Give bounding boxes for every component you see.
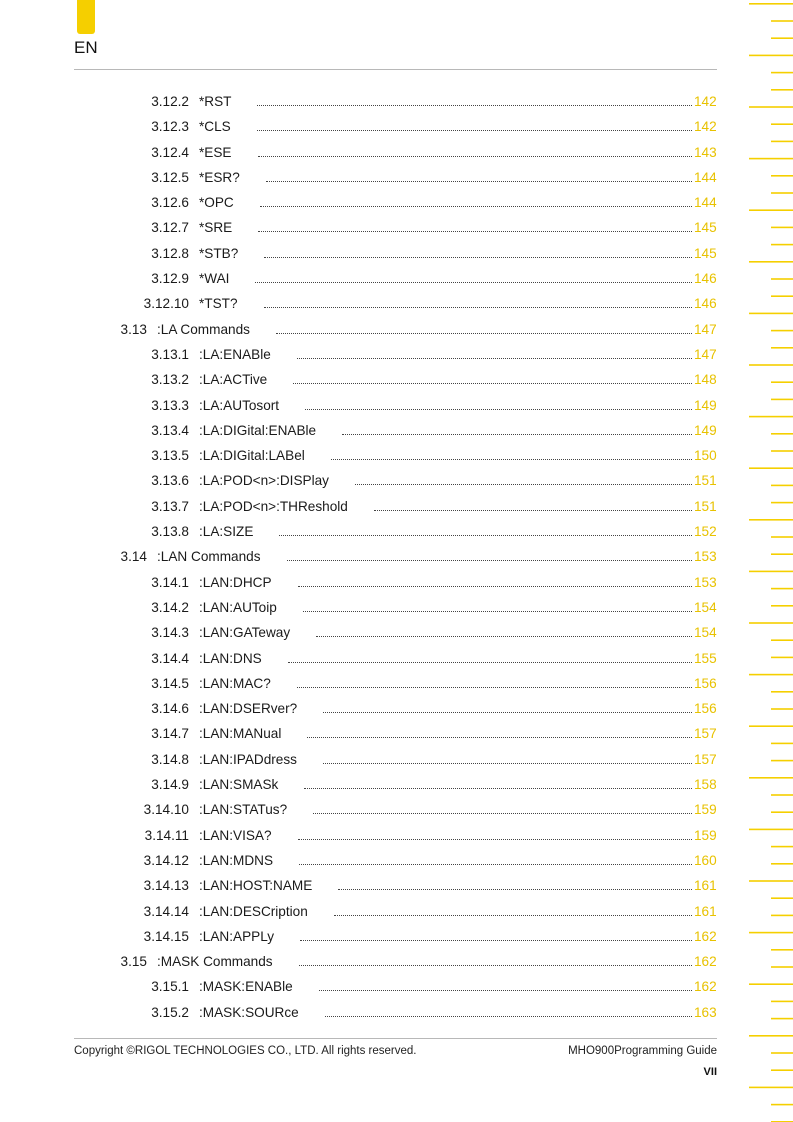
ruler-tick — [771, 553, 793, 555]
ruler-tick — [749, 106, 793, 108]
toc-entry-title: :LAN:AUToip — [199, 599, 277, 615]
toc-entry-title: *OPC — [199, 195, 234, 211]
toc-entry-title: :LA:POD<n>:DISPlay — [199, 473, 329, 489]
toc-entry[interactable] — [0, 949, 793, 974]
ruler-tick — [771, 141, 793, 143]
ruler-tick — [771, 639, 793, 641]
toc-entry-number: 3.12.5 — [151, 169, 189, 185]
toc-dot-leader — [264, 257, 692, 258]
toc-entry[interactable] — [0, 747, 793, 772]
toc-entry-title: *WAI — [199, 271, 230, 287]
toc-entry-title: :LAN:DHCP — [199, 574, 272, 590]
toc-entry-number: 3.13.2 — [151, 372, 189, 388]
toc-entry-title: :LAN:MANual — [199, 726, 282, 742]
toc-entry-page[interactable]: 146 — [694, 271, 717, 287]
toc-entry-title: *SRE — [199, 220, 233, 236]
toc-entry-number: 3.13.7 — [151, 498, 189, 514]
ruler-tick — [749, 1035, 793, 1037]
toc-entry-number: 3.13.4 — [151, 422, 189, 438]
toc-entry-page[interactable]: 153 — [694, 574, 717, 590]
ruler-tick — [771, 295, 793, 297]
ruler-tick — [771, 20, 793, 22]
toc-dot-leader — [305, 409, 692, 410]
table-of-contents — [0, 89, 793, 1025]
toc-entry-number: 3.14.12 — [143, 852, 189, 868]
toc-entry[interactable] — [0, 266, 793, 291]
ruler-tick — [771, 708, 793, 710]
ruler-tick — [771, 966, 793, 968]
ruler-tick — [771, 192, 793, 194]
toc-entry-title: :LA:DIGital:ENABle — [199, 422, 317, 438]
toc-dot-leader — [374, 510, 692, 511]
toc-entry-page[interactable]: 149 — [694, 422, 717, 438]
toc-dot-leader — [342, 434, 692, 435]
toc-entry[interactable] — [0, 570, 793, 595]
toc-entry[interactable] — [0, 114, 793, 139]
ruler-tick — [771, 760, 793, 762]
ruler-tick — [771, 72, 793, 74]
toc-entry-title: :LAN:GATeway — [199, 625, 291, 641]
toc-entry-title: :LA:ENABle — [199, 346, 271, 362]
ruler-tick — [771, 794, 793, 796]
toc-entry-number: 3.14.5 — [151, 675, 189, 691]
toc-entry-number: 3.14 — [120, 549, 147, 565]
ruler-tick — [749, 261, 793, 263]
toc-dot-leader — [313, 813, 692, 814]
toc-entry[interactable] — [0, 772, 793, 797]
toc-entry[interactable] — [0, 797, 793, 822]
ruler-tick — [749, 571, 793, 573]
chapter-tab-marker — [77, 0, 95, 34]
ruler-tick — [749, 622, 793, 624]
toc-entry-number: 3.13.3 — [151, 397, 189, 413]
toc-entry-number: 3.14.8 — [151, 751, 189, 767]
toc-dot-leader — [288, 662, 692, 663]
toc-entry-page[interactable]: 145 — [694, 245, 717, 261]
toc-dot-leader — [298, 586, 692, 587]
toc-entry-title: :LA:POD<n>:THReshold — [199, 498, 348, 514]
toc-entry-title: :LA:DIGital:LABel — [199, 448, 305, 464]
ruler-tick — [771, 897, 793, 899]
toc-entry-title: :LA Commands — [157, 321, 250, 337]
ruler-tick — [771, 433, 793, 435]
ruler-tick — [749, 932, 793, 934]
toc-entry-page[interactable]: 158 — [694, 777, 717, 793]
toc-entry-page[interactable]: 147 — [694, 346, 717, 362]
toc-entry-number: 3.12.10 — [143, 296, 189, 312]
toc-entry-page[interactable]: 151 — [694, 498, 717, 514]
ruler-tick — [771, 915, 793, 917]
toc-entry-number: 3.14.13 — [143, 878, 189, 894]
toc-entry-page[interactable]: 157 — [694, 726, 717, 742]
ruler-tick — [771, 381, 793, 383]
toc-entry-number: 3.15 — [120, 954, 147, 970]
toc-entry-title: :LAN:IPADdress — [199, 751, 297, 767]
toc-entry-page[interactable]: 151 — [694, 473, 717, 489]
toc-entry-page[interactable]: 150 — [694, 448, 717, 464]
toc-entry[interactable] — [0, 241, 793, 266]
ruler-tick — [771, 743, 793, 745]
ruler-tick — [771, 278, 793, 280]
toc-entry[interactable] — [0, 1000, 793, 1025]
toc-entry-number: 3.13.8 — [151, 524, 189, 540]
toc-dot-leader — [338, 889, 692, 890]
toc-dot-leader — [258, 156, 692, 157]
ruler-tick — [771, 1001, 793, 1003]
toc-entry-page[interactable]: 146 — [694, 296, 717, 312]
toc-entry-page[interactable]: 148 — [694, 372, 717, 388]
ruler-tick — [771, 605, 793, 607]
toc-entry-number: 3.14.1 — [151, 574, 189, 590]
toc-entry-title: *RST — [199, 94, 232, 109]
toc-entry[interactable] — [0, 823, 793, 848]
toc-entry[interactable] — [0, 873, 793, 898]
toc-entry-page[interactable]: 157 — [694, 751, 717, 767]
toc-entry-number: 3.13.6 — [151, 473, 189, 489]
ruler-tick — [771, 863, 793, 865]
toc-entry-number: 3.12.7 — [151, 220, 189, 236]
toc-entry-title: *ESE — [199, 144, 232, 160]
ruler-tick — [749, 519, 793, 521]
toc-entry-title: :LA:AUTosort — [199, 397, 280, 413]
toc-entry[interactable] — [0, 418, 793, 443]
ruler-tick — [771, 485, 793, 487]
ruler-tick — [771, 811, 793, 813]
toc-entry-page[interactable]: 163 — [694, 1004, 717, 1020]
ruler-tick — [749, 158, 793, 160]
toc-dot-leader — [257, 130, 692, 131]
ruler-tick — [749, 3, 793, 5]
language-label: EN — [74, 38, 98, 57]
ruler-tick — [749, 416, 793, 418]
toc-dot-leader — [255, 282, 692, 283]
header-divider — [74, 69, 717, 70]
toc-dot-leader — [304, 788, 692, 789]
ruler-tick — [771, 502, 793, 504]
toc-entry[interactable] — [0, 317, 793, 342]
toc-entry-number: 3.13 — [120, 321, 147, 337]
toc-entry[interactable] — [0, 494, 793, 519]
toc-entry-number: 3.12.9 — [151, 271, 189, 287]
toc-entry-title: :MASK:ENABle — [199, 979, 293, 995]
ruler-tick — [771, 244, 793, 246]
toc-entry-page[interactable]: 143 — [694, 144, 717, 160]
toc-entry-number: 3.14.2 — [151, 599, 189, 615]
toc-dot-leader — [325, 1016, 692, 1017]
ruler-tick — [749, 55, 793, 57]
ruler-tick — [771, 1052, 793, 1054]
toc-dot-leader — [299, 965, 692, 966]
toc-entry[interactable] — [0, 393, 793, 418]
toc-dot-leader — [323, 712, 692, 713]
toc-entry-title: :LAN:MDNS — [199, 852, 274, 868]
toc-entry-page[interactable]: 142 — [694, 94, 717, 109]
ruler-tick — [771, 536, 793, 538]
toc-dot-leader — [257, 105, 692, 106]
toc-entry[interactable] — [0, 165, 793, 190]
toc-dot-leader — [319, 990, 692, 991]
toc-entry-title: :MASK Commands — [157, 954, 273, 970]
toc-entry-number: 3.15.1 — [151, 979, 189, 995]
toc-entry-page[interactable]: 154 — [694, 599, 717, 615]
toc-dot-leader — [355, 484, 692, 485]
toc-entry[interactable] — [0, 291, 793, 316]
toc-entry-page[interactable]: 159 — [694, 802, 717, 818]
ruler-tick — [771, 89, 793, 91]
toc-dot-leader — [307, 737, 692, 738]
toc-entry-page[interactable]: 161 — [694, 903, 717, 919]
toc-entry-title: :LAN:DSERver? — [199, 701, 298, 717]
ruler-tick — [771, 846, 793, 848]
toc-entry-title: :LAN:DNS — [199, 650, 262, 666]
toc-entry[interactable] — [0, 924, 793, 949]
guide-title: MHO900Programming Guide — [568, 1045, 717, 1057]
ruler-tick — [749, 467, 793, 469]
toc-entry-number: 3.14.7 — [151, 726, 189, 742]
toc-entry[interactable] — [0, 89, 793, 114]
ruler-tick — [749, 983, 793, 985]
toc-entry-number: 3.12.6 — [151, 195, 189, 211]
ruler-tick — [749, 880, 793, 882]
toc-dot-leader — [297, 358, 692, 359]
toc-dot-leader — [260, 206, 692, 207]
ruler-tick — [771, 691, 793, 693]
ruler-tick — [771, 949, 793, 951]
toc-dot-leader — [303, 611, 692, 612]
toc-entry-number: 3.12.3 — [151, 119, 189, 135]
toc-entry-number: 3.14.9 — [151, 777, 189, 793]
toc-entry-number: 3.12.2 — [151, 94, 189, 109]
toc-dot-leader — [266, 181, 692, 182]
toc-entry-page[interactable]: 155 — [694, 650, 717, 666]
toc-entry-number: 3.15.2 — [151, 1004, 189, 1020]
ruler-tick — [771, 1104, 793, 1106]
ruler-tick — [749, 364, 793, 366]
toc-entry[interactable] — [0, 190, 793, 215]
ruler-tick — [771, 227, 793, 229]
toc-entry-number: 3.14.6 — [151, 701, 189, 717]
ruler-tick — [771, 399, 793, 401]
toc-entry-number: 3.13.1 — [151, 346, 189, 362]
toc-entry[interactable] — [0, 671, 793, 696]
toc-dot-leader — [297, 687, 692, 688]
toc-entry-page[interactable]: 142 — [694, 119, 717, 135]
toc-entry[interactable] — [0, 721, 793, 746]
toc-entry-page[interactable]: 162 — [694, 954, 717, 970]
ruler-tick — [771, 330, 793, 332]
ruler-tick — [771, 450, 793, 452]
toc-entry-number: 3.12.4 — [151, 144, 189, 160]
toc-entry-page[interactable]: 156 — [694, 675, 717, 691]
ruler-tick — [771, 1018, 793, 1020]
toc-dot-leader — [300, 940, 692, 941]
toc-entry-page[interactable]: 149 — [694, 397, 717, 413]
toc-entry-title: :LAN:APPLy — [199, 928, 275, 944]
toc-entry-page[interactable]: 156 — [694, 701, 717, 717]
toc-entry-title: :MASK:SOURce — [199, 1004, 299, 1020]
toc-dot-leader — [287, 560, 692, 561]
toc-dot-leader — [258, 231, 692, 232]
toc-entry[interactable] — [0, 342, 793, 367]
toc-entry[interactable] — [0, 215, 793, 240]
toc-entry-page[interactable]: 161 — [694, 878, 717, 894]
toc-entry-title: :LAN Commands — [157, 549, 261, 565]
toc-entry-number: 3.14.3 — [151, 625, 189, 641]
toc-entry-page[interactable]: 145 — [694, 220, 717, 236]
toc-dot-leader — [276, 333, 692, 334]
toc-entry-title: :LA:SIZE — [199, 524, 254, 540]
ruler-tick — [771, 1069, 793, 1071]
toc-entry[interactable] — [0, 974, 793, 999]
toc-entry-title: :LAN:STATus? — [199, 802, 288, 818]
toc-entry-title: *STB? — [199, 245, 239, 261]
toc-entry-title: :LAN:SMASk — [199, 777, 279, 793]
toc-entry-title: :LAN:MAC? — [199, 675, 271, 691]
toc-entry-page[interactable]: 144 — [694, 169, 717, 185]
toc-entry-page[interactable]: 159 — [694, 827, 717, 843]
ruler-tick — [749, 674, 793, 676]
toc-dot-leader — [316, 636, 692, 637]
ruler-tick — [771, 657, 793, 659]
toc-entry-number: 3.14.14 — [143, 903, 189, 919]
toc-entry[interactable] — [0, 620, 793, 645]
toc-dot-leader — [279, 535, 692, 536]
ruler-tick — [749, 1087, 793, 1089]
toc-entry-number: 3.12.8 — [151, 245, 189, 261]
toc-entry-page[interactable]: 153 — [694, 549, 717, 565]
ruler-tick — [771, 123, 793, 125]
toc-entry[interactable] — [0, 646, 793, 671]
toc-entry-title: :LAN:DESCription — [199, 903, 308, 919]
ruler-tick — [771, 175, 793, 177]
toc-entry[interactable] — [0, 544, 793, 569]
toc-entry-title: *TST? — [199, 296, 238, 312]
toc-entry-title: *CLS — [199, 119, 231, 135]
toc-dot-leader — [334, 915, 692, 916]
toc-entry-number: 3.14.15 — [143, 928, 189, 944]
toc-dot-leader — [331, 459, 692, 460]
ruler-tick — [749, 829, 793, 831]
toc-entry-page[interactable]: 152 — [694, 524, 717, 540]
ruler-tick — [771, 347, 793, 349]
toc-entry-number: 3.14.10 — [143, 802, 189, 818]
footer-divider — [74, 1038, 717, 1039]
copyright-notice: Copyright ©RIGOL TECHNOLOGIES CO., LTD. All rights reserved. — [74, 1045, 417, 1057]
ruler-tick — [771, 37, 793, 39]
toc-entry[interactable] — [0, 848, 793, 873]
toc-entry[interactable] — [0, 140, 793, 165]
toc-entry-page[interactable]: 144 — [694, 195, 717, 211]
toc-entry-title: :LA:ACTive — [199, 372, 268, 388]
decorative-ruler — [745, 0, 793, 1122]
toc-dot-leader — [323, 763, 692, 764]
toc-entry-page[interactable]: 154 — [694, 625, 717, 641]
toc-entry[interactable] — [0, 899, 793, 924]
toc-entry[interactable] — [0, 468, 793, 493]
toc-entry[interactable] — [0, 519, 793, 544]
toc-dot-leader — [298, 839, 692, 840]
toc-entry-number: 3.13.5 — [151, 448, 189, 464]
toc-dot-leader — [299, 864, 692, 865]
toc-entry-number: 3.14.4 — [151, 650, 189, 666]
toc-dot-leader — [293, 383, 692, 384]
toc-entry-title: *ESR? — [199, 169, 240, 185]
toc-entry-page[interactable]: 162 — [694, 979, 717, 995]
toc-entry[interactable] — [0, 696, 793, 721]
ruler-tick — [749, 313, 793, 315]
toc-entry-title: :LAN:VISA? — [199, 827, 272, 843]
ruler-tick — [749, 209, 793, 211]
toc-entry-page[interactable]: 147 — [694, 321, 717, 337]
ruler-tick — [771, 588, 793, 590]
toc-entry[interactable] — [0, 367, 793, 392]
toc-entry-number: 3.14.11 — [144, 827, 189, 843]
page-number: VII — [703, 1066, 717, 1078]
toc-entry[interactable] — [0, 443, 793, 468]
toc-entry[interactable] — [0, 595, 793, 620]
toc-entry-page[interactable]: 162 — [694, 928, 717, 944]
toc-dot-leader — [264, 307, 692, 308]
toc-entry-page[interactable]: 160 — [694, 852, 717, 868]
ruler-tick — [749, 725, 793, 727]
toc-entry-title: :LAN:HOST:NAME — [199, 878, 313, 894]
ruler-tick — [749, 777, 793, 779]
